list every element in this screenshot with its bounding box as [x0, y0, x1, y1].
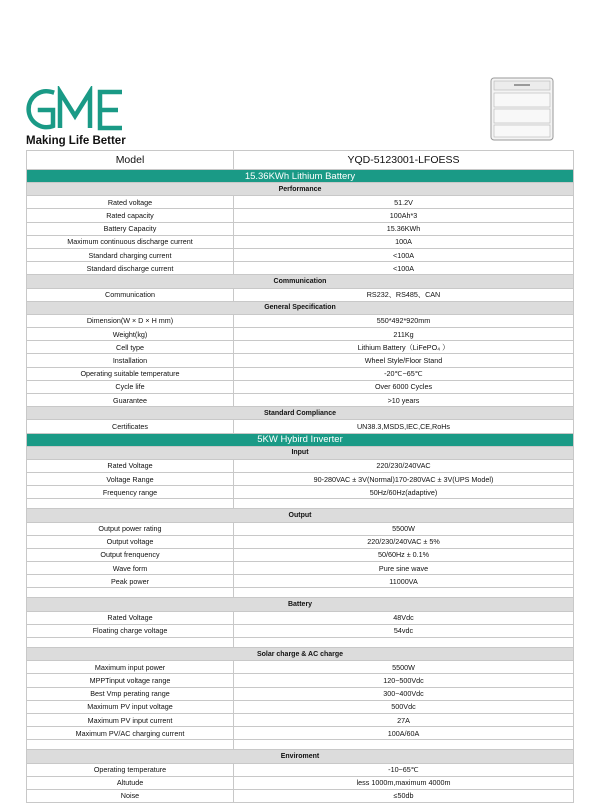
spacer-cell — [234, 638, 574, 648]
spec-value: 11000VA — [234, 575, 574, 588]
spec-value: Lithium Battery（LiFePO₄ ） — [234, 341, 574, 354]
spec-value: <100A — [234, 262, 574, 275]
spec-label: Maximum PV input current — [27, 713, 234, 726]
section-heading: Input — [27, 446, 574, 459]
spec-value: 550*492*920mm — [234, 314, 574, 327]
spec-label: Output voltage — [27, 535, 234, 548]
spec-label: Wave form — [27, 562, 234, 575]
inverter-title: 5KW Hybird Inverter — [27, 433, 574, 446]
spec-value: >10 years — [234, 394, 574, 407]
section-heading: Standard Compliance — [27, 407, 574, 420]
spec-row — [27, 535, 574, 548]
spec-value: 120~500Vdc — [234, 674, 574, 687]
spec-value: -10~65℃ — [234, 763, 574, 776]
spec-value: 100A — [234, 235, 574, 248]
spec-label: Standard discharge current — [27, 262, 234, 275]
spec-value: 211Kg — [234, 328, 574, 341]
spec-row — [27, 209, 574, 222]
spec-label: Altutude — [27, 776, 234, 789]
spec-row — [27, 575, 574, 588]
section-heading: Performance — [27, 183, 574, 196]
spec-value: less 1000m,maximum 4000m — [234, 776, 574, 789]
gme-logo — [22, 86, 128, 132]
spacer-cell — [234, 499, 574, 509]
battery-cabinet-image — [487, 76, 557, 142]
battery-title: 15.36KWh Lithium Battery — [27, 170, 574, 183]
section-heading: Solar charge & AC charge — [27, 648, 574, 661]
section-heading: Battery — [27, 598, 574, 611]
inverter-title-band — [27, 433, 574, 446]
spec-value: 220/230/240VAC ± 5% — [234, 535, 574, 548]
spec-row — [27, 776, 574, 789]
section-heading: Communication — [27, 275, 574, 288]
section-heading-row — [27, 407, 574, 420]
spec-row — [27, 196, 574, 209]
model-label: Model — [27, 151, 234, 170]
model-value: YQD-5123001-LFOESS — [234, 151, 574, 170]
section-heading: General Specification — [27, 301, 574, 314]
spec-row — [27, 713, 574, 726]
spec-value: Wheel Style/Floor Stand — [234, 354, 574, 367]
spec-row — [27, 341, 574, 354]
spec-label: MPPTinput voltage range — [27, 674, 234, 687]
spec-value: 100Ah*3 — [234, 209, 574, 222]
spec-value: -20℃~65℃ — [234, 367, 574, 380]
spec-label: Rated voltage — [27, 196, 234, 209]
spec-row — [27, 611, 574, 624]
spec-row — [27, 661, 574, 674]
spec-value: Pure sine wave — [234, 562, 574, 575]
spec-label: Rated Voltage — [27, 611, 234, 624]
battery-title-band — [27, 170, 574, 183]
spec-value: 54vdc — [234, 624, 574, 637]
spec-label: Standard charging current — [27, 248, 234, 261]
spec-value: 5500W — [234, 522, 574, 535]
spec-row — [27, 262, 574, 275]
spec-row — [27, 700, 574, 713]
spec-label: Communication — [27, 288, 234, 301]
spec-row — [27, 328, 574, 341]
spec-label: Noise — [27, 789, 234, 802]
spec-row — [27, 472, 574, 485]
spec-row — [27, 394, 574, 407]
section-heading-row — [27, 275, 574, 288]
spec-label: Weight(kg) — [27, 328, 234, 341]
spacer-row — [27, 740, 574, 750]
spec-row — [27, 248, 574, 261]
spacer-cell — [234, 588, 574, 598]
section-heading-row — [27, 750, 574, 763]
spacer-row — [27, 588, 574, 598]
spec-value: 100A/60A — [234, 727, 574, 740]
model-row — [27, 151, 574, 170]
spec-label: Floating charge voltage — [27, 624, 234, 637]
spec-label: Operating temperature — [27, 763, 234, 776]
spec-label: Maximum input power — [27, 661, 234, 674]
spec-label: Maximum continuous discharge current — [27, 235, 234, 248]
spec-label: Maximum PV/AC charging current — [27, 727, 234, 740]
spec-row — [27, 380, 574, 393]
spec-label: Battery Capacity — [27, 222, 234, 235]
spec-row — [27, 727, 574, 740]
spec-row — [27, 548, 574, 561]
spec-label: Installation — [27, 354, 234, 367]
header — [0, 0, 600, 148]
spec-label: Guarantee — [27, 394, 234, 407]
spec-value: 90-280VAC ± 3V(Normal)170-280VAC ± 3V(UPS Model) — [234, 472, 574, 485]
spacer-cell — [27, 588, 234, 598]
spec-value: 48Vdc — [234, 611, 574, 624]
section-heading-row — [27, 598, 574, 611]
spec-label: Frequency range — [27, 486, 234, 499]
spec-row — [27, 354, 574, 367]
section-heading: Enviroment — [27, 750, 574, 763]
spec-label: Dimension(W × D × H mm) — [27, 314, 234, 327]
spec-row — [27, 624, 574, 637]
spec-value: UN38.3,MSDS,IEC,CE,RoHs — [234, 420, 574, 433]
spec-row — [27, 562, 574, 575]
spec-row — [27, 420, 574, 433]
spec-label: Maximum PV input voltage — [27, 700, 234, 713]
spec-value: Over 6000 Cycles — [234, 380, 574, 393]
section-heading-row — [27, 509, 574, 522]
spec-table — [26, 150, 574, 803]
spec-label: Best Vmp perating range — [27, 687, 234, 700]
section-heading-row — [27, 183, 574, 196]
spec-row — [27, 288, 574, 301]
spec-row — [27, 789, 574, 802]
spec-label: Rated capacity — [27, 209, 234, 222]
spec-label: Cell type — [27, 341, 234, 354]
spec-label: Output power rating — [27, 522, 234, 535]
spec-label: Certificates — [27, 420, 234, 433]
spec-label: Output frenquency — [27, 548, 234, 561]
spacer-cell — [27, 638, 234, 648]
tagline: Making Life Better — [26, 135, 126, 147]
spec-value: 500Vdc — [234, 700, 574, 713]
spec-value: ≤50db — [234, 789, 574, 802]
section-heading-row — [27, 648, 574, 661]
section-heading: Output — [27, 509, 574, 522]
spacer-row — [27, 499, 574, 509]
spec-row — [27, 522, 574, 535]
spec-value: 51.2V — [234, 196, 574, 209]
spec-value: RS232、RS485、CAN — [234, 288, 574, 301]
spacer-cell — [27, 499, 234, 509]
spacer-row — [27, 638, 574, 648]
spec-label: Cycle life — [27, 380, 234, 393]
spec-value: 50/60Hz ± 0.1% — [234, 548, 574, 561]
section-heading-row — [27, 446, 574, 459]
spec-row — [27, 459, 574, 472]
section-heading-row — [27, 301, 574, 314]
spec-row — [27, 367, 574, 380]
spec-label: Rated Voltage — [27, 459, 234, 472]
spacer-cell — [27, 740, 234, 750]
spec-label: Peak power — [27, 575, 234, 588]
spec-row — [27, 235, 574, 248]
spec-value: 5500W — [234, 661, 574, 674]
spec-label: Operating suitable temperature — [27, 367, 234, 380]
spacer-cell — [234, 740, 574, 750]
spec-row — [27, 763, 574, 776]
spec-value: 27A — [234, 713, 574, 726]
spec-row — [27, 486, 574, 499]
spec-row — [27, 674, 574, 687]
spec-value: 50Hz/60Hz(adaptive) — [234, 486, 574, 499]
spec-value: 220/230/240VAC — [234, 459, 574, 472]
spec-row — [27, 222, 574, 235]
spec-value: 300~400Vdc — [234, 687, 574, 700]
spec-label: Voltage Range — [27, 472, 234, 485]
spec-row — [27, 314, 574, 327]
spec-value: 15.36KWh — [234, 222, 574, 235]
spec-value: <100A — [234, 248, 574, 261]
spec-row — [27, 687, 574, 700]
